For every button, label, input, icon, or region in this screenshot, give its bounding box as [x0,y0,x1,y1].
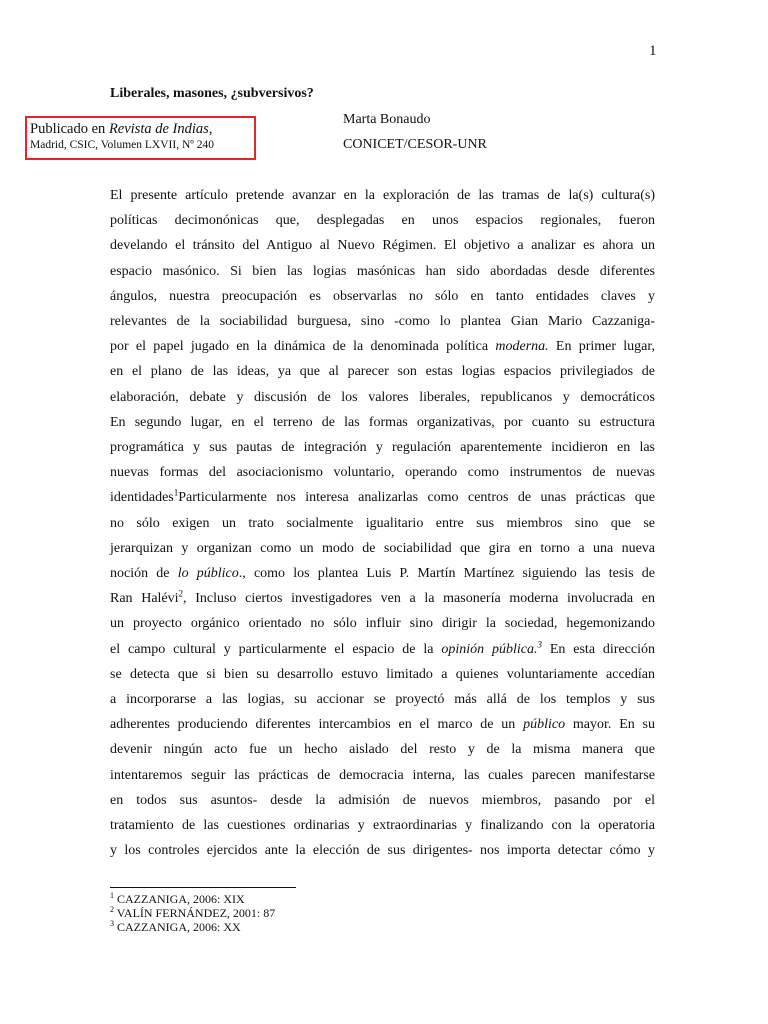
body-line: intentaremos seguir las prácticas de democracia interna, las cuales parecen manifestarse [110,767,655,783]
publication-details: Madrid, CSIC, Volumen LXVII, Nº 240 [30,139,214,151]
footnote-number: 1 [110,891,114,900]
footnote-divider [110,887,296,888]
italic-term: opinión pública. [441,641,538,657]
footnote-text: CAZZANIGA, 2006: XIX [114,892,245,906]
author-name: Marta Bonaudo [343,112,431,127]
body-text-segment: ., como los plantea Luis P. Martín Martínez siguiendo las tesis de [238,566,655,582]
body-text-segment: identidades [110,490,174,506]
footnotes [110,892,275,934]
italic-term: lo público [177,566,239,582]
body-line: elaboración, debate y discusión de los valores liberales, republicanos y democráticos [110,389,655,405]
footnote-number: 3 [110,919,114,928]
publication-journal: Revista de Indias [108,121,209,137]
footnote-ref: 1 [173,487,179,498]
body-line [110,485,655,510]
publication-prefix: Publicado en [30,121,109,137]
publication-line [30,120,254,138]
body-line: un proyecto orgánico orientado no sólo influir sino dirigir la sociedad, hegemonizando [110,616,655,632]
body-text-segment: adherentes produciendo diferentes intercambios en el marco de un [110,717,524,733]
body-line [110,586,655,611]
body-line: ángulos, nuestra preocupación es observarlas no sólo en tanto entidades claves y [110,288,655,304]
footnote-1 [110,892,275,906]
body-line: En segundo lugar, en el terreno de las formas organizativas, por cuanto su estructura [110,414,655,430]
publication-note-box [25,116,256,160]
body-line: no sólo exigen un trato socialmente igualitario entre sus miembros sino que se [110,515,655,531]
body-text-segment: , Incluso ciertos investigadores ven a la masonería moderna involucrada en [183,591,655,607]
article-body [110,183,655,863]
footnote-text: CAZZANIGA, 2006: XX [114,920,241,934]
body-line: jerarquizan y organizan como un modo de sociabilidad que gira en torno a una nueva [110,540,655,556]
footnote-3 [110,920,275,934]
body-text-segment: mayor. En su [565,717,655,733]
body-line: El presente artículo pretende avanzar en la exploración de las tramas de la(s) cultura(s) [110,188,655,203]
body-line: devenir ningún acto fue un hecho aislado del resto y de la misma manera que [110,742,655,758]
body-text-segment: noción de [110,566,178,582]
page-number: 1 [649,43,657,59]
body-line: en el plano de las ideas, ya que al parecer son estas logias espacios privilegiados de [110,364,655,380]
body-line: en todos sus asuntos- desde la admisión de nuevos miembros, pasando por el [110,792,655,808]
body-line: se detecta que si bien su desarrollo estuvo limitado a quienes voluntariamente accedían [110,666,655,682]
body-line: relevantes de la sociabilidad burguesa, sino -como lo plantea Gian Mario Cazzaniga- [110,314,655,330]
body-line [110,637,655,662]
body-text-segment: el campo cultural y particularmente el espacio de la [110,641,442,657]
body-text-segment: por el papel jugado en la dinámica de la denominada política [110,339,496,355]
body-text-segment: Ran Halévi [110,591,179,607]
footnote-ref: 3 [537,639,542,649]
body-line [110,334,655,359]
footnote-ref: 2 [178,588,184,599]
article-title: Liberales, masones, ¿subversivos? [110,86,314,101]
body-line: programática y sus pautas de integración y regulación aparentemente incidieron en las [110,440,655,456]
body-line [110,712,655,737]
body-line: nuevas formas del asociacionismo voluntario, operando como instrumentos de nuevas [110,465,655,481]
italic-term: público [523,717,566,733]
footnote-number: 2 [110,905,114,914]
footnote-text: VALÍN FERNÁNDEZ, 2001: 87 [114,906,276,920]
publication-suffix: , [208,121,213,137]
body-line [110,561,655,586]
body-line: espacio masónico. Si bien las logias masónicas han sido abordadas desde diferentes [110,263,655,279]
body-line: develando el tránsito del Antiguo al Nuevo Régimen. El objetivo a analizar es ahora un [110,238,655,254]
body-line: tratamiento de las cuestiones ordinarias y extraordinarias y finalizando con la operatoria [110,818,655,834]
body-line: a incorporarse a las logias, su accionar se proyectó más allá de los templos y sus [110,692,655,708]
body-line: y los controles ejercidos ante la elección de sus dirigentes- nos importa detectar cómo y [110,843,655,859]
body-line: políticas decimonónicas que, desplegadas en unos espacios regionales, fueron [110,213,655,229]
footnote-2 [110,906,275,920]
italic-term: moderna. [495,339,549,355]
author-affiliation: CONICET/CESOR-UNR [343,137,487,152]
body-text-segment: En esta dirección [541,641,655,657]
body-text-segment: En primer lugar, [548,339,656,355]
body-text-segment: Particularmente nos interesa analizarlas como centros de unas prácticas que [178,490,655,506]
